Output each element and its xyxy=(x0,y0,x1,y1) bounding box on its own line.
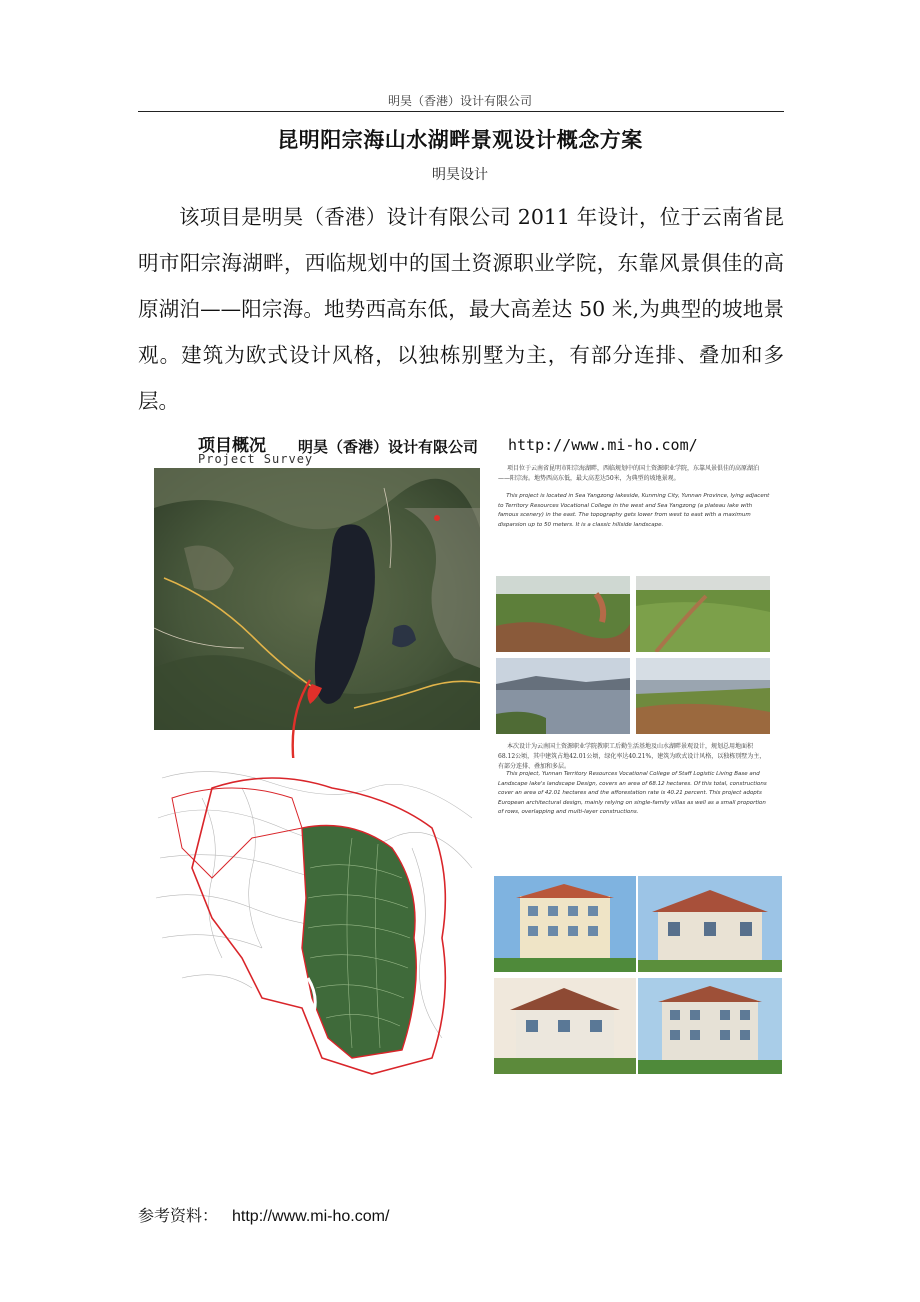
figure-para2-en: This project, Yunnan Territory Resources Vocational College of Staff Logistic Living Base and Landscape lake's landscape Design, covers an area of 68.12 hectares. Of this total, constructions cover an area of 42.01 hectares and the afforestation rate is 40.21 percent. This project adopts European architectural design, mainly relying on single-family villas as well as a small proportion of rows, overlapping and multi-layer constructions. xyxy=(498,771,767,815)
document-title: 昆明阳宗海山水湖畔景观设计概念方案 xyxy=(277,127,643,152)
site-plan xyxy=(152,758,482,1076)
body-paragraph: 该项目是明昊（香港）设计有限公司 2011 年设计，位于云南省昆明市阳宗海湖畔，西临规划中的国土资源职业学院，东靠风景俱佳的高原湖泊——阳宗海。地势西高东低，最大高差达 50 米,为典型的坡地景观。建筑为欧式设计风格，以独栋别墅为主，有部分连排、叠加和多层。 xyxy=(138,205,784,413)
figure-para1-cn: 项目位于云南省昆明市阳宗海湖畔，西临规划中的国土资源职业学院，东靠风景俱佳的高原湖泊——阳宗海。地势西高东低，最大高差达50米，为典型的坡地景观。 xyxy=(498,465,760,482)
site-photo-3 xyxy=(496,658,630,734)
building-render-3 xyxy=(494,978,636,1074)
site-photo-4 xyxy=(636,658,770,734)
site-photo-1 xyxy=(496,576,630,652)
document-author: 明昊设计 xyxy=(432,167,488,183)
reference-label: 参考资料： xyxy=(138,1206,219,1225)
building-render-1 xyxy=(494,876,636,972)
figure-url: http://www.mi-ho.com/ xyxy=(508,436,698,454)
figure-title-cn: 项目概况 xyxy=(198,436,266,456)
header-divider xyxy=(138,111,784,112)
building-render-2 xyxy=(638,876,782,972)
reference-line xyxy=(138,1203,389,1226)
figure-para1-en: This project is located in Sea Yangzong lakeside, Kunming City, Yunnan Province, lying adjacent to Territory Resources Vocational College in the west and Sea Yangzong (a plateau lake with famous scenery) in the east. The topography gets lower from west to east with a maximum disparsion up to 50 meters. It is a classic hillside landscape. xyxy=(498,493,770,528)
building-render-4 xyxy=(638,978,782,1074)
project-survey-figure xyxy=(152,428,784,1076)
running-header: 明昊（香港）设计有限公司 xyxy=(387,94,532,108)
reference-url[interactable]: http://www.mi-ho.com/ xyxy=(232,1208,390,1225)
figure-company: 明昊（香港）设计有限公司 xyxy=(298,438,479,456)
figure-title-en: Project Survey xyxy=(198,452,314,466)
figure-para2-cn: 本次设计为云南国土资源职业学院教职工后勤生活基地及山水湖畔景观设计，规划总用地面积68.12公顷，其中建筑占地42.01公顷，绿化率达40.21%，建筑为欧式设计风格，以独栋别墅为主，有部分连排、叠加和多层。 xyxy=(498,743,766,770)
site-photo-2 xyxy=(636,576,770,652)
